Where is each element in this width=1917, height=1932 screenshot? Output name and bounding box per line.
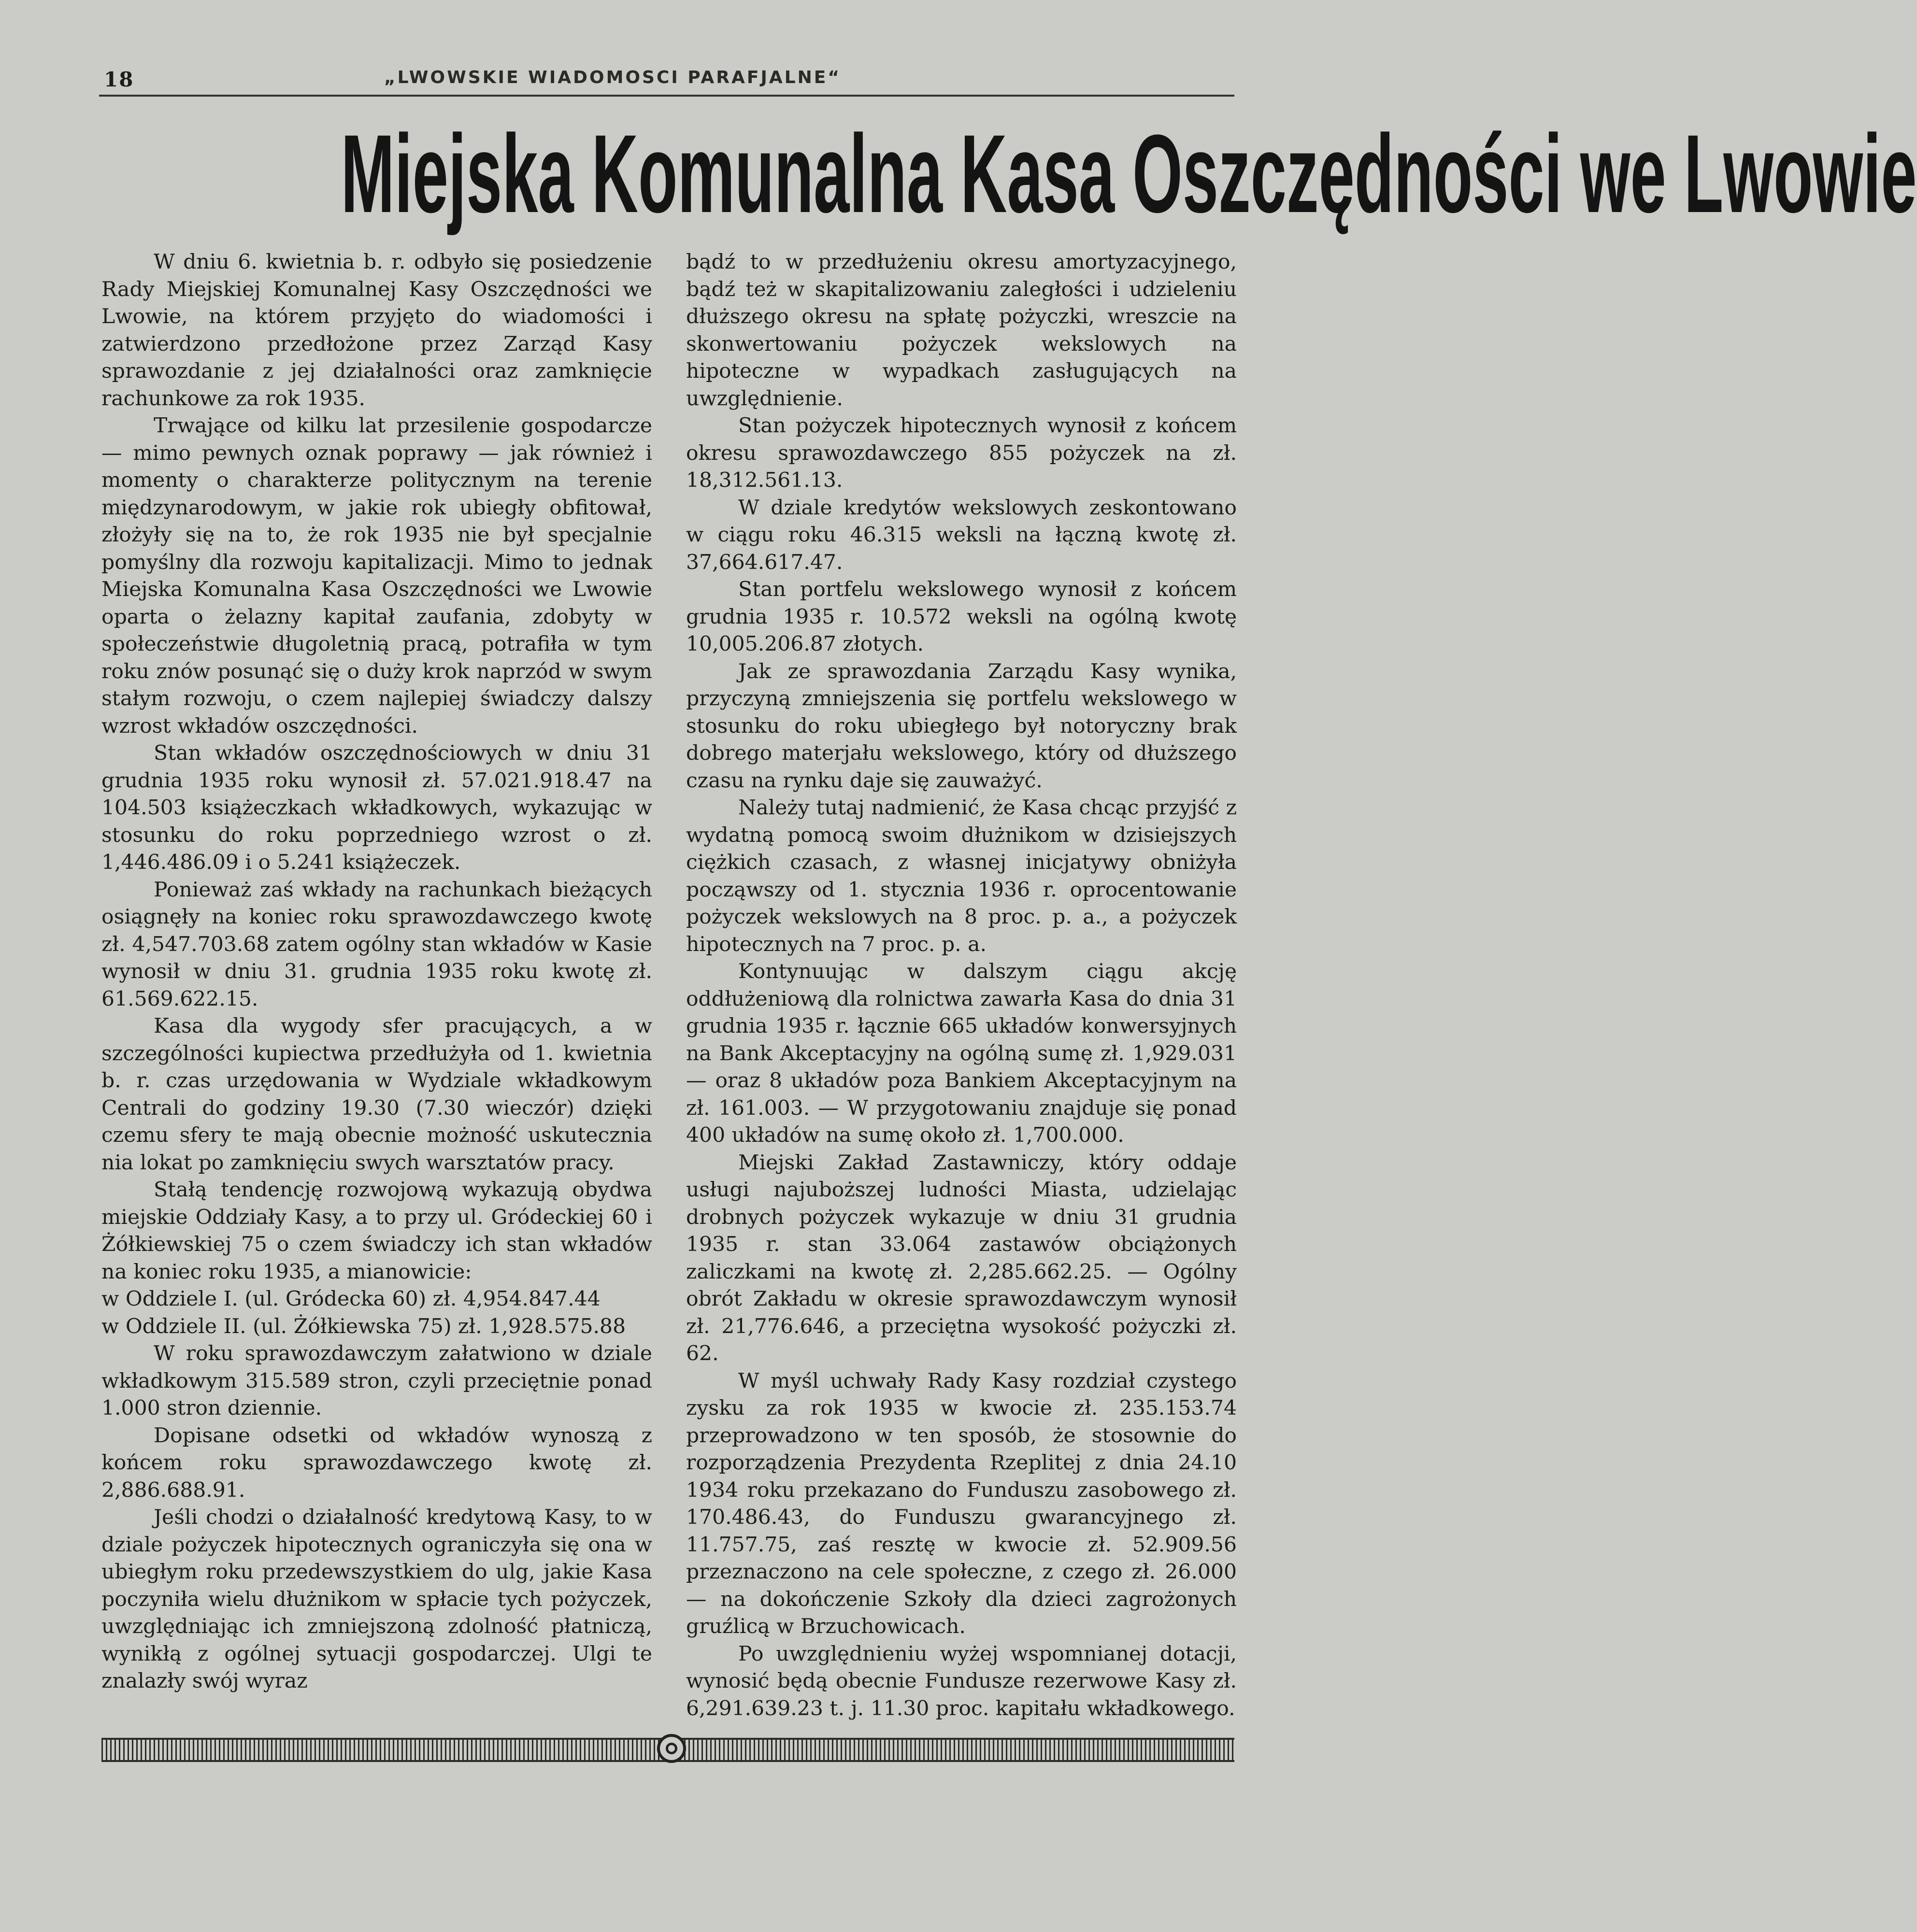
article-title: Miejska Komunalna Kasa Oszczędności we Lwowie xyxy=(341,112,1917,236)
paragraph: Stan pożyczek hipotecznych wynosił z końcem okresu sprawozdawczego 855 pożyczek na zł. 18,312.561.13. xyxy=(686,414,1237,492)
paragraph: Trwające od kilku lat przesilenie gospodarcze — mimo pewnych oznak poprawy — jak również i momenty o charakterze politycznym na terenie międzynarodowym, w jakie rok ubiegły obfitował, złożyły się na to, że rok 1935 nie był specjalnie pomyślny dla rozwoju kapitalizacji. Mimo to jednak Miejska Komunalna Kasa Oszczędności we Lwowie oparta o żelazny kapitał zaufania, zdobyty w społeczeństwie długoletnią pracą, potrafiła w tym roku znów posunąć się o duży krok naprzód w swym stałym rozwoju, o czem najlepiej świadczy dalszy wzrost wkładów oszczędności. xyxy=(101,414,652,738)
paragraph: W dziale kredytów wekslowych zeskontowano w ciągu roku 46.315 weksli na łączną kwotę zł. 37,664.617.47. xyxy=(686,496,1237,574)
paragraph: Jak ze sprawozdania Zarządu Kasy wynika, przyczyną zmniejszenia się portfelu wekslowego w stosunku do roku ubiegłego był notoryczny brak dobrego materjału wekslowego, który od dłuższego czasu na rynku daje się zauważyć. xyxy=(686,659,1237,793)
running-head: „LWOWSKIE WIADOMOSCI PARAFJALNE“ xyxy=(384,68,842,87)
branch-line-2: w Oddziele II. (ul. Żółkiewska 75) zł. 1,928.575.88 xyxy=(101,1314,626,1338)
paragraph: Dopisane odsetki od wkładów wynoszą z końcem roku sprawozdawczego kwotę zł. 2,886.688.91. xyxy=(101,1423,652,1502)
paragraph: Kontynuując w dalszym ciągu akcję oddłużeniową dla rolnictwa zawarła Kasa do dnia 31 grudnia 1935 r. łącznie 665 układów konwersyjnych na Bank Akceptacyjny na ogólną sumę zł. 1,929.031 — oraz 8 układów poza Bankiem Akceptacyjnym na zł. 161.003. — W przygotowaniu znajduje się ponad 400 układów na sumę około zł. 1,700.000. xyxy=(686,960,1237,1147)
paragraph: W myśl uchwały Rady Kasy rozdział czystego zysku za rok 1935 w kwocie zł. 235.153.74 przeprowadzono w ten sposób, że stosownie do rozporządzenia Prezydenta Rzeplitej z dnia 24.10 1934 roku przekazano do Funduszu zasobowego zł. 170.486.43, do Funduszu gwarancyjnego zł. 11.757.75, zaś resztę w kwocie zł. 52.909.56 przeznaczono na cele społeczne, z czego zł. 26.000 — na dokończenie Szkoły dla dzieci zagrożonych gruźlicą w Brzuchowicach. xyxy=(686,1369,1237,1638)
header-rule xyxy=(99,95,1234,97)
left-column xyxy=(101,249,652,1695)
branch-line-1: w Oddziele I. (ul. Gródecka 60) zł. 4,954.847.44 xyxy=(101,1287,601,1311)
paragraph: Miejski Zakład Zastawniczy, który oddaje usługi najuboższej ludności Miasta, udzielając drobnych pożyczek wykazuje w dniu 31 grudnia 1935 r. stan 33.064 zastawów obciążonych zaliczkami na kwotę zł. 2,285.662.25. — Ogólny obrót Zakładu w okresie sprawozdawczym wynosił zł. 21,776.646, a przeciętna wysokość pożyczki zł. 62. xyxy=(686,1151,1237,1365)
paragraph: W dniu 6. kwietnia b. r. odbyło się posiedzenie Rady Miejskiej Komunalnej Kasy Oszczędności we Lwowie, na którem przyjęto do wiadomości i zatwierdzono przedłożone przez Zarząd Kasy sprawozdanie z jej działalności oraz zamknięcie rachunkowe za rok 1935. xyxy=(101,250,652,411)
paragraph: Stałą tendencję rozwojową wykazują obydwa miejskie Oddziały Kasy, a to przy ul. Gródeckiej 60 i Żółkiewskiej 75 o czem świadczy ich stan wkładów na koniec roku 1935, a mianowicie: xyxy=(101,1178,652,1284)
right-column xyxy=(686,249,1237,1722)
page-number: 18 xyxy=(104,68,134,91)
footer-ornament-icon xyxy=(657,1734,686,1763)
paragraph: Po uwzględnieniu wyżej wspomnianej dotacji, wynosić będą obecnie Fundusze rezerwowe Kasy zł. 6,291.639.23 t. j. 11.30 proc. kapitału wkładkowego. xyxy=(686,1642,1237,1720)
paragraph: Jeśli chodzi o działalność kredytową Kasy, to w dziale pożyczek hipotecznych ograniczyła się ona w ubiegłym roku przedewszystkiem do ulg, jakie Kasa poczyniła wielu dłużnikom w spłacie tych pożyczek, uwzględniając ich zmniejszoną zdolność płatniczą, wynikłą z ogólnej sytuacji gospodarczej. Ulgi te znalazły swój wyraz xyxy=(101,1506,652,1693)
paragraph: Kasa dla wygody sfer pracujących, a w szczególności kupiectwa przedłużyła od 1. kwietnia b. r. czas urzędowania w Wydziale wkładkowym Centrali do godziny 19.30 (7.30 wieczór) dzięki czemu sfery te mają obecnie możność uskutecznia nia lokat po zamknięciu swych warsztatów pracy. xyxy=(101,1014,652,1175)
paragraph: Należy tutaj nadmienić, że Kasa chcąc przyjść z wydatną pomocą swoim dłużnikom w dzisiejszych ciężkich czasach, z własnej inicjatywy obniżyła począwszy od 1. stycznia 1936 r. oprocentowanie pożyczek wekslowych na 8 proc. p. a., a pożyczek hipotecznych na 7 proc. p. a. xyxy=(686,796,1237,956)
paragraph: Ponieważ zaś wkłady na rachunkach bieżących osiągnęły na koniec roku sprawozdawczego kwotę zł. 4,547.703.68 zatem ogólny stan wkładów w Kasie wynosił w dniu 31. grudnia 1935 roku kwotę zł. 61.569.622.15. xyxy=(101,878,652,1011)
paragraph: Stan portfelu wekslowego wynosił z końcem grudnia 1935 r. 10.572 weksli na ogólną kwotę 10,005.206.87 złotych. xyxy=(686,578,1237,656)
paragraph: Stan wkładów oszczędnościowych w dniu 31 grudnia 1935 roku wynosił zł. 57.021.918.47 na 104.503 książeczkach wkładkowych, wykazując w stosunku do roku poprzedniego wzrost o zł. 1,446.486.09 i o 5.241 książeczek. xyxy=(101,741,652,874)
paragraph: bądź to w przedłużeniu okresu amortyzacyjnego, bądź też w skapitalizowaniu zaległości i udzieleniu dłuższego okresu na spłatę pożyczki, wreszcie na skonwertowaniu pożyczek wekslowych na hipoteczne w wypadkach zasługujących na uwzględnienie. xyxy=(686,250,1237,411)
paragraph: W roku sprawozdawczym załatwiono w dziale wkładkowym 315.589 stron, czyli przeciętnie ponad 1.000 stron dziennie. xyxy=(101,1342,652,1420)
